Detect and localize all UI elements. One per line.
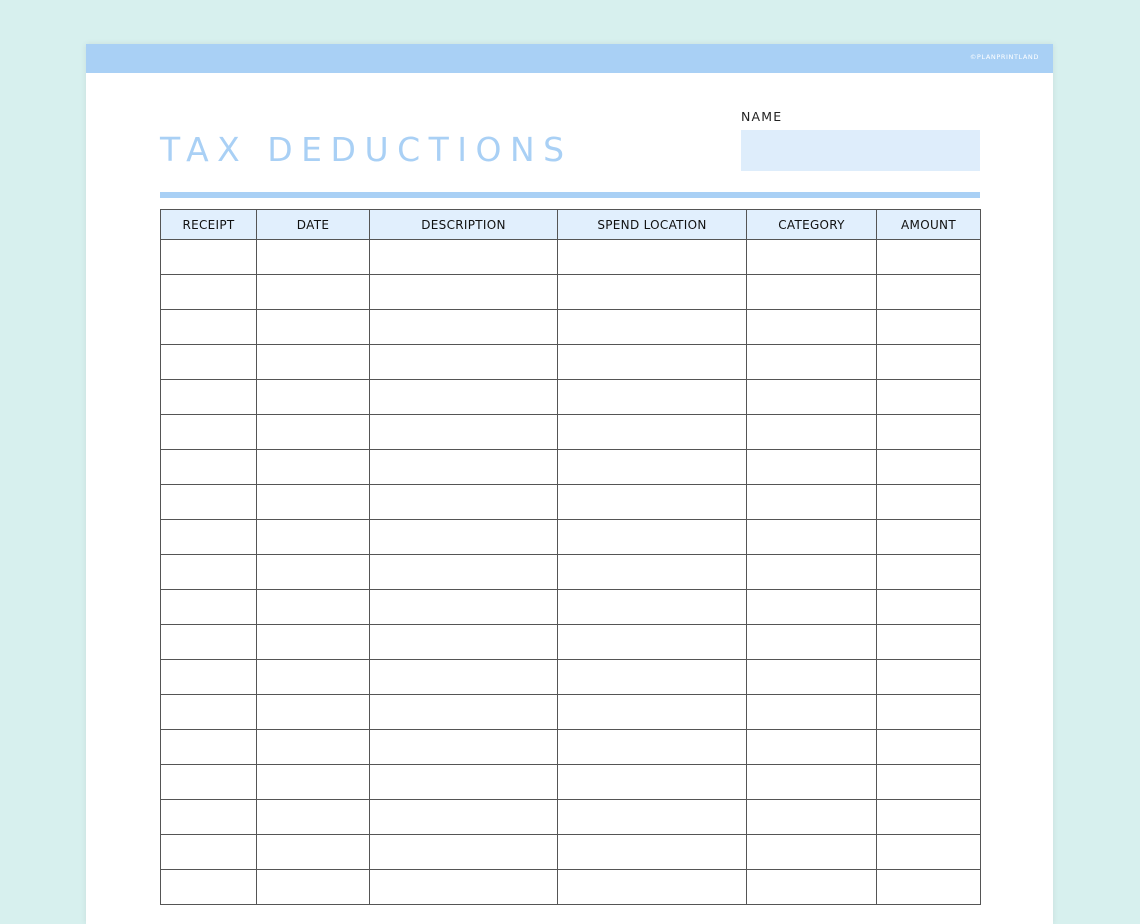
cell-spend-location[interactable] — [558, 310, 747, 345]
cell-category[interactable] — [747, 765, 877, 800]
cell-spend-location[interactable] — [558, 625, 747, 660]
table-row — [161, 310, 981, 345]
cell-amount[interactable] — [877, 660, 981, 695]
cell-description[interactable] — [370, 730, 558, 765]
table-row — [161, 485, 981, 520]
cell-category[interactable] — [747, 520, 877, 555]
table-row — [161, 450, 981, 485]
column-header-receipt: RECEIPT — [161, 210, 257, 240]
cell-category[interactable] — [747, 345, 877, 380]
cell-category[interactable] — [747, 555, 877, 590]
cell-receipt[interactable] — [161, 310, 257, 345]
cell-receipt[interactable] — [161, 800, 257, 835]
cell-category[interactable] — [747, 695, 877, 730]
cell-category[interactable] — [747, 835, 877, 870]
planner-sheet — [86, 44, 1053, 924]
top-band — [86, 44, 1053, 73]
cell-category[interactable] — [747, 660, 877, 695]
cell-description[interactable] — [370, 590, 558, 625]
cell-amount[interactable] — [877, 835, 981, 870]
cell-amount[interactable] — [877, 450, 981, 485]
cell-date[interactable] — [257, 625, 370, 660]
cell-amount[interactable] — [877, 310, 981, 345]
cell-date[interactable] — [257, 695, 370, 730]
cell-category[interactable] — [747, 380, 877, 415]
cell-spend-location[interactable] — [558, 380, 747, 415]
cell-spend-location[interactable] — [558, 450, 747, 485]
cell-description[interactable] — [370, 765, 558, 800]
cell-date[interactable] — [257, 590, 370, 625]
cell-date[interactable] — [257, 380, 370, 415]
cell-amount[interactable] — [877, 555, 981, 590]
cell-category[interactable] — [747, 800, 877, 835]
cell-receipt[interactable] — [161, 625, 257, 660]
column-header-description: DESCRIPTION — [370, 210, 558, 240]
cell-date[interactable] — [257, 275, 370, 310]
cell-spend-location[interactable] — [558, 835, 747, 870]
cell-description[interactable] — [370, 555, 558, 590]
table-row — [161, 590, 981, 625]
cell-receipt[interactable] — [161, 695, 257, 730]
cell-amount[interactable] — [877, 485, 981, 520]
cell-receipt[interactable] — [161, 380, 257, 415]
cell-description[interactable] — [370, 415, 558, 450]
cell-category[interactable] — [747, 310, 877, 345]
cell-date[interactable] — [257, 555, 370, 590]
cell-receipt[interactable] — [161, 485, 257, 520]
cell-amount[interactable] — [877, 625, 981, 660]
cell-date[interactable] — [257, 660, 370, 695]
cell-receipt[interactable] — [161, 345, 257, 380]
deductions-table — [160, 209, 981, 905]
cell-spend-location[interactable] — [558, 660, 747, 695]
title-divider — [160, 192, 980, 198]
table-row — [161, 730, 981, 765]
table-header-row — [161, 210, 981, 240]
page-title: TAX DEDUCTIONS — [160, 130, 573, 169]
cell-spend-location[interactable] — [558, 800, 747, 835]
cell-description[interactable] — [370, 835, 558, 870]
cell-category[interactable] — [747, 485, 877, 520]
table-row — [161, 520, 981, 555]
table-row — [161, 765, 981, 800]
cell-receipt[interactable] — [161, 765, 257, 800]
cell-description[interactable] — [370, 380, 558, 415]
cell-date[interactable] — [257, 485, 370, 520]
cell-description[interactable] — [370, 275, 558, 310]
cell-description[interactable] — [370, 345, 558, 380]
cell-description[interactable] — [370, 310, 558, 345]
cell-receipt[interactable] — [161, 660, 257, 695]
table-row — [161, 800, 981, 835]
cell-spend-location[interactable] — [558, 520, 747, 555]
cell-category[interactable] — [747, 590, 877, 625]
table-row — [161, 555, 981, 590]
cell-description[interactable] — [370, 695, 558, 730]
cell-receipt[interactable] — [161, 590, 257, 625]
name-label: NAME — [741, 109, 783, 124]
cell-spend-location[interactable] — [558, 240, 747, 275]
name-field[interactable] — [741, 130, 980, 171]
cell-amount[interactable] — [877, 590, 981, 625]
cell-description[interactable] — [370, 450, 558, 485]
cell-receipt[interactable] — [161, 555, 257, 590]
cell-date[interactable] — [257, 415, 370, 450]
cell-date[interactable] — [257, 450, 370, 485]
cell-amount[interactable] — [877, 275, 981, 310]
cell-date[interactable] — [257, 870, 370, 905]
table-row — [161, 625, 981, 660]
cell-receipt[interactable] — [161, 415, 257, 450]
column-header-spend-location: SPEND LOCATION — [558, 210, 747, 240]
cell-date[interactable] — [257, 730, 370, 765]
cell-receipt[interactable] — [161, 240, 257, 275]
cell-spend-location[interactable] — [558, 555, 747, 590]
cell-amount[interactable] — [877, 240, 981, 275]
cell-description[interactable] — [370, 520, 558, 555]
table-row — [161, 870, 981, 905]
cell-amount[interactable] — [877, 415, 981, 450]
cell-category[interactable] — [747, 625, 877, 660]
cell-receipt[interactable] — [161, 450, 257, 485]
cell-description[interactable] — [370, 485, 558, 520]
cell-amount[interactable] — [877, 345, 981, 380]
column-header-amount: AMOUNT — [877, 210, 981, 240]
cell-receipt[interactable] — [161, 730, 257, 765]
table-row — [161, 240, 981, 275]
table-row — [161, 345, 981, 380]
cell-spend-location[interactable] — [558, 730, 747, 765]
cell-description[interactable] — [370, 800, 558, 835]
copyright-text: ©PLANPRINTLAND — [969, 53, 1039, 61]
cell-amount[interactable] — [877, 870, 981, 905]
cell-receipt[interactable] — [161, 835, 257, 870]
cell-spend-location[interactable] — [558, 590, 747, 625]
cell-date[interactable] — [257, 835, 370, 870]
table-row — [161, 695, 981, 730]
cell-receipt[interactable] — [161, 870, 257, 905]
cell-receipt[interactable] — [161, 520, 257, 555]
cell-category[interactable] — [747, 415, 877, 450]
column-header-date: DATE — [257, 210, 370, 240]
cell-spend-location[interactable] — [558, 695, 747, 730]
cell-date[interactable] — [257, 765, 370, 800]
cell-date[interactable] — [257, 345, 370, 380]
column-header-category: CATEGORY — [747, 210, 877, 240]
cell-date[interactable] — [257, 240, 370, 275]
cell-spend-location[interactable] — [558, 870, 747, 905]
cell-amount[interactable] — [877, 520, 981, 555]
cell-receipt[interactable] — [161, 275, 257, 310]
table-row — [161, 835, 981, 870]
cell-amount[interactable] — [877, 730, 981, 765]
table-body — [161, 240, 981, 905]
cell-description[interactable] — [370, 240, 558, 275]
table-row — [161, 275, 981, 310]
table-row — [161, 380, 981, 415]
cell-category[interactable] — [747, 730, 877, 765]
cell-spend-location[interactable] — [558, 415, 747, 450]
cell-amount[interactable] — [877, 765, 981, 800]
cell-spend-location[interactable] — [558, 485, 747, 520]
cell-amount[interactable] — [877, 800, 981, 835]
cell-description[interactable] — [370, 660, 558, 695]
cell-category[interactable] — [747, 870, 877, 905]
cell-description[interactable] — [370, 625, 558, 660]
cell-category[interactable] — [747, 275, 877, 310]
cell-date[interactable] — [257, 520, 370, 555]
table-row — [161, 415, 981, 450]
cell-spend-location[interactable] — [558, 765, 747, 800]
cell-amount[interactable] — [877, 380, 981, 415]
cell-category[interactable] — [747, 450, 877, 485]
cell-spend-location[interactable] — [558, 345, 747, 380]
cell-category[interactable] — [747, 240, 877, 275]
cell-date[interactable] — [257, 310, 370, 345]
cell-description[interactable] — [370, 870, 558, 905]
cell-spend-location[interactable] — [558, 275, 747, 310]
cell-amount[interactable] — [877, 695, 981, 730]
table-row — [161, 660, 981, 695]
cell-date[interactable] — [257, 800, 370, 835]
